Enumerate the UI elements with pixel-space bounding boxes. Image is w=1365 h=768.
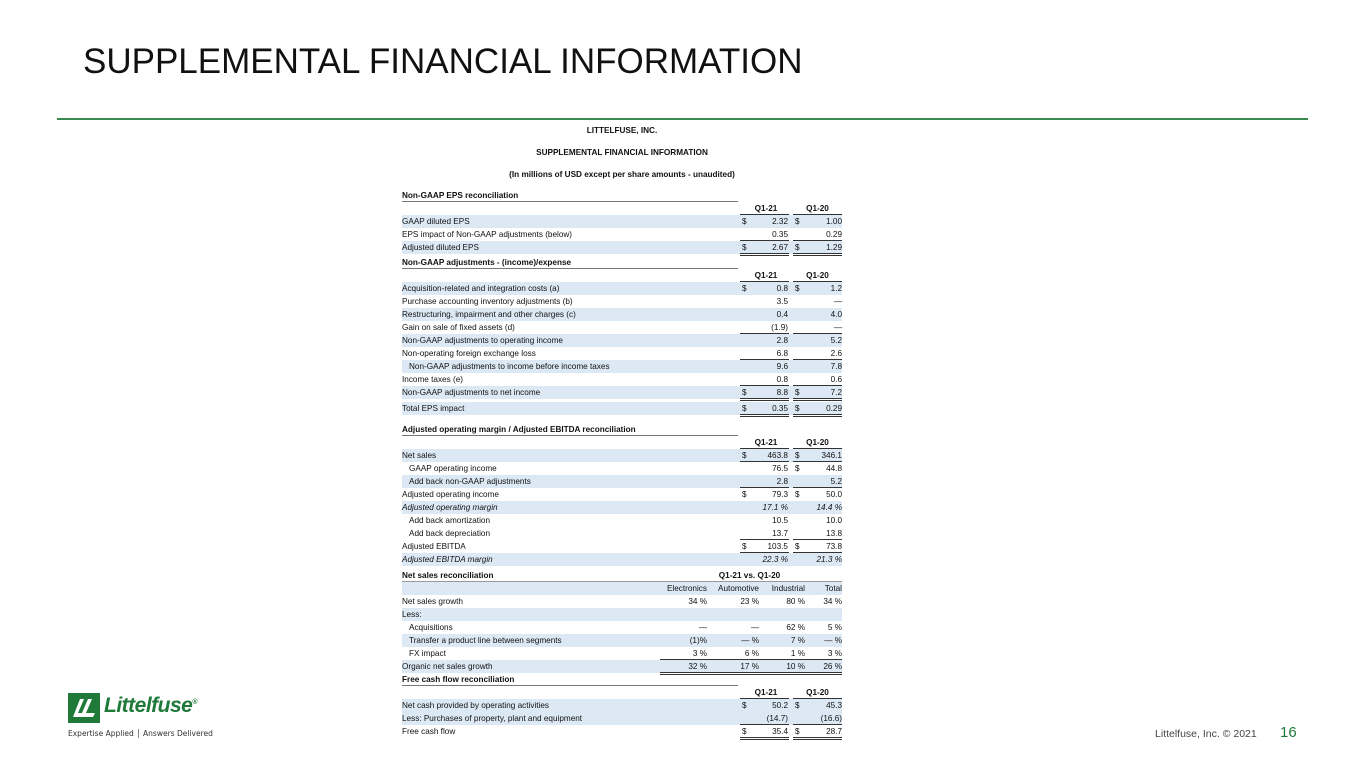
page-number: 16 (1280, 724, 1297, 741)
adjustments-section-title: Non-GAAP adjustments - (income)/expense (402, 257, 738, 269)
value-automotive: — (750, 623, 759, 632)
column-header: Q1-21 (754, 688, 778, 697)
column-header: Electronics (666, 584, 707, 593)
value-industrial: 7 % (790, 636, 805, 645)
financial-document (402, 126, 842, 738)
row-label: GAAP diluted EPS (402, 217, 470, 226)
column-header: Q1-20 (806, 688, 829, 697)
value-industrial: 80 % (786, 597, 805, 606)
currency-sign: $ (795, 284, 800, 293)
sales-column-headers (402, 582, 842, 595)
currency-sign: $ (742, 404, 747, 413)
currency-sign: $ (795, 701, 800, 710)
table-row (402, 241, 842, 254)
table-row (402, 347, 842, 360)
fcf-section-header (402, 673, 842, 686)
value-q1-20: — (833, 297, 842, 306)
row-label: Adjusted EBITDA (402, 542, 466, 551)
row-label: Income taxes (e) (402, 375, 463, 384)
table-row (402, 540, 842, 553)
littelfuse-mark-icon (68, 693, 100, 723)
table-row (402, 553, 842, 566)
sales-section-header (402, 569, 842, 582)
document-subheading: (In millions of USD except per share amounts - unaudited) (509, 170, 735, 179)
column-header: Total (824, 584, 842, 593)
value-q1-20: 1.29 (826, 243, 842, 252)
value-automotive: 6 % (744, 649, 759, 658)
value-industrial: 10 % (786, 662, 805, 671)
value-q1-21: 0.4 (776, 310, 788, 319)
column-header: Q1-21 (754, 438, 778, 447)
value-q1-20: 73.8 (826, 542, 842, 551)
currency-sign: $ (742, 243, 747, 252)
table-row (402, 321, 842, 334)
row-label: Total EPS impact (402, 404, 465, 413)
value-q1-21: 3.5 (776, 297, 788, 306)
margin-column-headers (402, 436, 842, 449)
row-label: Net sales (402, 451, 437, 460)
value-q1-21: 0.35 (772, 230, 788, 239)
table-row (402, 488, 842, 501)
currency-sign: $ (795, 542, 800, 551)
value-q1-20: 0.29 (826, 404, 842, 413)
value-total: 34 % (823, 597, 842, 606)
value-total: 5 % (827, 623, 842, 632)
row-label: Non-GAAP adjustments to income before income taxes (409, 362, 610, 371)
value-q1-20: (16.6) (820, 714, 842, 723)
value-q1-21: 2.67 (772, 243, 788, 252)
value-q1-21: 6.8 (776, 349, 788, 358)
value-q1-21: 2.8 (776, 477, 788, 486)
table-row (402, 501, 842, 514)
table-row (402, 462, 842, 475)
fcf-section-title: Free cash flow reconciliation (402, 675, 515, 684)
table-row (402, 699, 842, 712)
row-label: Adjusted diluted EPS (402, 243, 479, 252)
company-name: LITTELFUSE, INC. (586, 126, 658, 135)
table-row (402, 514, 842, 527)
row-label: FX impact (409, 649, 446, 658)
row-label: Acquisition-related and integration costs (a) (402, 284, 560, 293)
value-q1-20: 45.3 (826, 701, 842, 710)
value-q1-20: 0.29 (826, 230, 842, 239)
value-q1-20: 44.8 (826, 464, 842, 473)
row-label: Non-GAAP adjustments to net income (402, 388, 541, 397)
table-row (402, 373, 842, 386)
value-q1-21: 10.5 (772, 516, 788, 525)
column-header: Q1-20 (806, 438, 829, 447)
table-row (402, 228, 842, 241)
value-industrial: 1 % (790, 649, 805, 658)
value-q1-21: 103.5 (767, 542, 788, 551)
littelfuse-logo (68, 693, 218, 741)
currency-sign: $ (795, 243, 800, 252)
value-q1-20: 5.2 (830, 336, 842, 345)
row-label: Net sales growth (402, 597, 463, 606)
table-row (402, 621, 842, 634)
value-q1-21: (14.7) (766, 714, 788, 723)
value-q1-21: 9.6 (776, 362, 788, 371)
logo-wordmark: Littelfuse® (104, 694, 198, 717)
value-automotive: 17 % (740, 662, 759, 671)
value-q1-21: 79.3 (772, 490, 788, 499)
value-automotive: 23 % (740, 597, 759, 606)
table-row (402, 308, 842, 321)
currency-sign: $ (795, 464, 800, 473)
value-q1-20: 5.2 (830, 477, 842, 486)
value-industrial: 62 % (786, 623, 805, 632)
value-electronics: (1)% (689, 636, 707, 645)
table-row (402, 647, 842, 660)
row-label: Gain on sale of fixed assets (d) (402, 323, 515, 332)
copyright-text: Littelfuse, Inc. © 2021 (1155, 728, 1257, 740)
column-header: Q1-21 (754, 204, 778, 213)
table-row (402, 725, 842, 738)
row-label: EPS impact of Non-GAAP adjustments (below) (402, 230, 573, 239)
value-q1-21: 17.1 % (762, 503, 788, 512)
value-q1-21: (1.9) (771, 323, 788, 332)
table-row (402, 360, 842, 373)
slide-title: SUPPLEMENTAL FINANCIAL INFORMATION (83, 42, 803, 81)
value-automotive: — % (741, 636, 759, 645)
value-q1-21: 2.32 (772, 217, 788, 226)
value-total: — % (824, 636, 842, 645)
currency-sign: $ (742, 388, 747, 397)
value-q1-20: 4.0 (830, 310, 842, 319)
table-row (402, 527, 842, 540)
value-q1-20: 10.0 (826, 516, 842, 525)
row-label: Less: (402, 610, 422, 619)
currency-sign: $ (742, 284, 747, 293)
value-q1-20: 13.8 (826, 529, 842, 538)
table-row (402, 334, 842, 347)
adjustments-column-headers (402, 269, 842, 282)
value-q1-20: 1.00 (826, 217, 842, 226)
table-row (402, 215, 842, 228)
column-header: Q1-21 (754, 271, 778, 280)
row-label: Add back non-GAAP adjustments (409, 477, 531, 486)
value-electronics: 34 % (688, 597, 707, 606)
eps-section-title: Non-GAAP EPS reconciliation (402, 190, 738, 202)
value-q1-21: 50.2 (772, 701, 788, 710)
row-label: Purchase accounting inventory adjustments (b) (402, 297, 573, 306)
document-heading: SUPPLEMENTAL FINANCIAL INFORMATION (536, 148, 708, 157)
value-total: 26 % (823, 662, 842, 671)
column-header: Q1-20 (806, 271, 829, 280)
margin-section-title: Adjusted operating margin / Adjusted EBITDA reconciliation (402, 424, 738, 436)
row-label: Non-operating foreign exchange loss (402, 349, 536, 358)
row-label: Adjusted EBITDA margin (402, 555, 493, 564)
logo-name: Littelfuse (104, 694, 193, 717)
table-row (402, 660, 842, 673)
currency-sign: $ (742, 542, 747, 551)
value-q1-20: 14.4 % (816, 503, 842, 512)
value-q1-21: 2.8 (776, 336, 788, 345)
table-row (402, 608, 842, 621)
currency-sign: $ (742, 490, 747, 499)
value-q1-20: 21.3 % (816, 555, 842, 564)
row-label: Non-GAAP adjustments to operating income (402, 336, 563, 345)
row-label: Less: Purchases of property, plant and equipment (402, 714, 583, 723)
currency-sign: $ (795, 404, 800, 413)
currency-sign: $ (795, 451, 800, 460)
table-row (402, 634, 842, 647)
value-q1-20: 7.8 (830, 362, 842, 371)
value-q1-21: 35.4 (772, 727, 788, 736)
table-row (402, 386, 842, 399)
value-q1-20: 1.2 (830, 284, 842, 293)
sales-period: Q1-21 vs. Q1-20 (718, 571, 781, 580)
column-header: Industrial (771, 584, 805, 593)
table-row (402, 712, 842, 725)
value-q1-21: 13.7 (772, 529, 788, 538)
title-divider (57, 118, 1308, 120)
row-label: Net cash provided by operating activities (402, 701, 549, 710)
currency-sign: $ (742, 217, 747, 226)
row-label: Add back amortization (409, 516, 491, 525)
column-header: Q1-20 (806, 204, 829, 213)
fcf-column-headers (402, 686, 842, 699)
value-q1-21: 0.8 (776, 375, 788, 384)
value-q1-20: 2.6 (830, 349, 842, 358)
value-q1-21: 0.35 (772, 404, 788, 413)
value-q1-20: 346.1 (821, 451, 842, 460)
row-label: Organic net sales growth (402, 662, 493, 671)
row-label: Adjusted operating income (402, 490, 499, 499)
currency-sign: $ (742, 727, 747, 736)
row-label: GAAP operating income (409, 464, 497, 473)
sales-section-title: Net sales reconciliation (402, 571, 494, 580)
row-label: Restructuring, impairment and other charges (c) (402, 310, 576, 319)
value-total: 3 % (827, 649, 842, 658)
eps-column-headers (402, 202, 842, 215)
currency-sign: $ (795, 727, 800, 736)
table-row (402, 449, 842, 462)
value-q1-20: 28.7 (826, 727, 842, 736)
row-label: Adjusted operating margin (402, 503, 498, 512)
value-q1-20: 0.6 (830, 375, 842, 384)
column-header: Automotive (718, 584, 759, 593)
value-q1-21: 76.5 (772, 464, 788, 473)
currency-sign: $ (742, 451, 747, 460)
row-label: Add back depreciation (409, 529, 491, 538)
row-label: Free cash flow (402, 727, 456, 736)
table-row (402, 282, 842, 295)
currency-sign: $ (795, 388, 800, 397)
value-q1-20: 7.2 (830, 388, 842, 397)
value-q1-20: 50.0 (826, 490, 842, 499)
table-row (402, 402, 842, 415)
value-q1-20: — (833, 323, 842, 332)
row-label: Transfer a product line between segments (409, 636, 562, 645)
value-q1-21: 8.8 (776, 388, 788, 397)
value-electronics: 32 % (688, 662, 707, 671)
row-label: Acquisitions (409, 623, 453, 632)
table-row (402, 595, 842, 608)
currency-sign: $ (742, 701, 747, 710)
logo-tagline: Expertise Applied │ Answers Delivered (68, 729, 213, 738)
currency-sign: $ (795, 490, 800, 499)
value-q1-21: 22.3 % (762, 555, 788, 564)
currency-sign: $ (795, 217, 800, 226)
value-electronics: — (698, 623, 707, 632)
table-row (402, 295, 842, 308)
value-electronics: 3 % (692, 649, 707, 658)
value-q1-21: 463.8 (767, 451, 788, 460)
table-row (402, 475, 842, 488)
value-q1-21: 0.8 (776, 284, 788, 293)
